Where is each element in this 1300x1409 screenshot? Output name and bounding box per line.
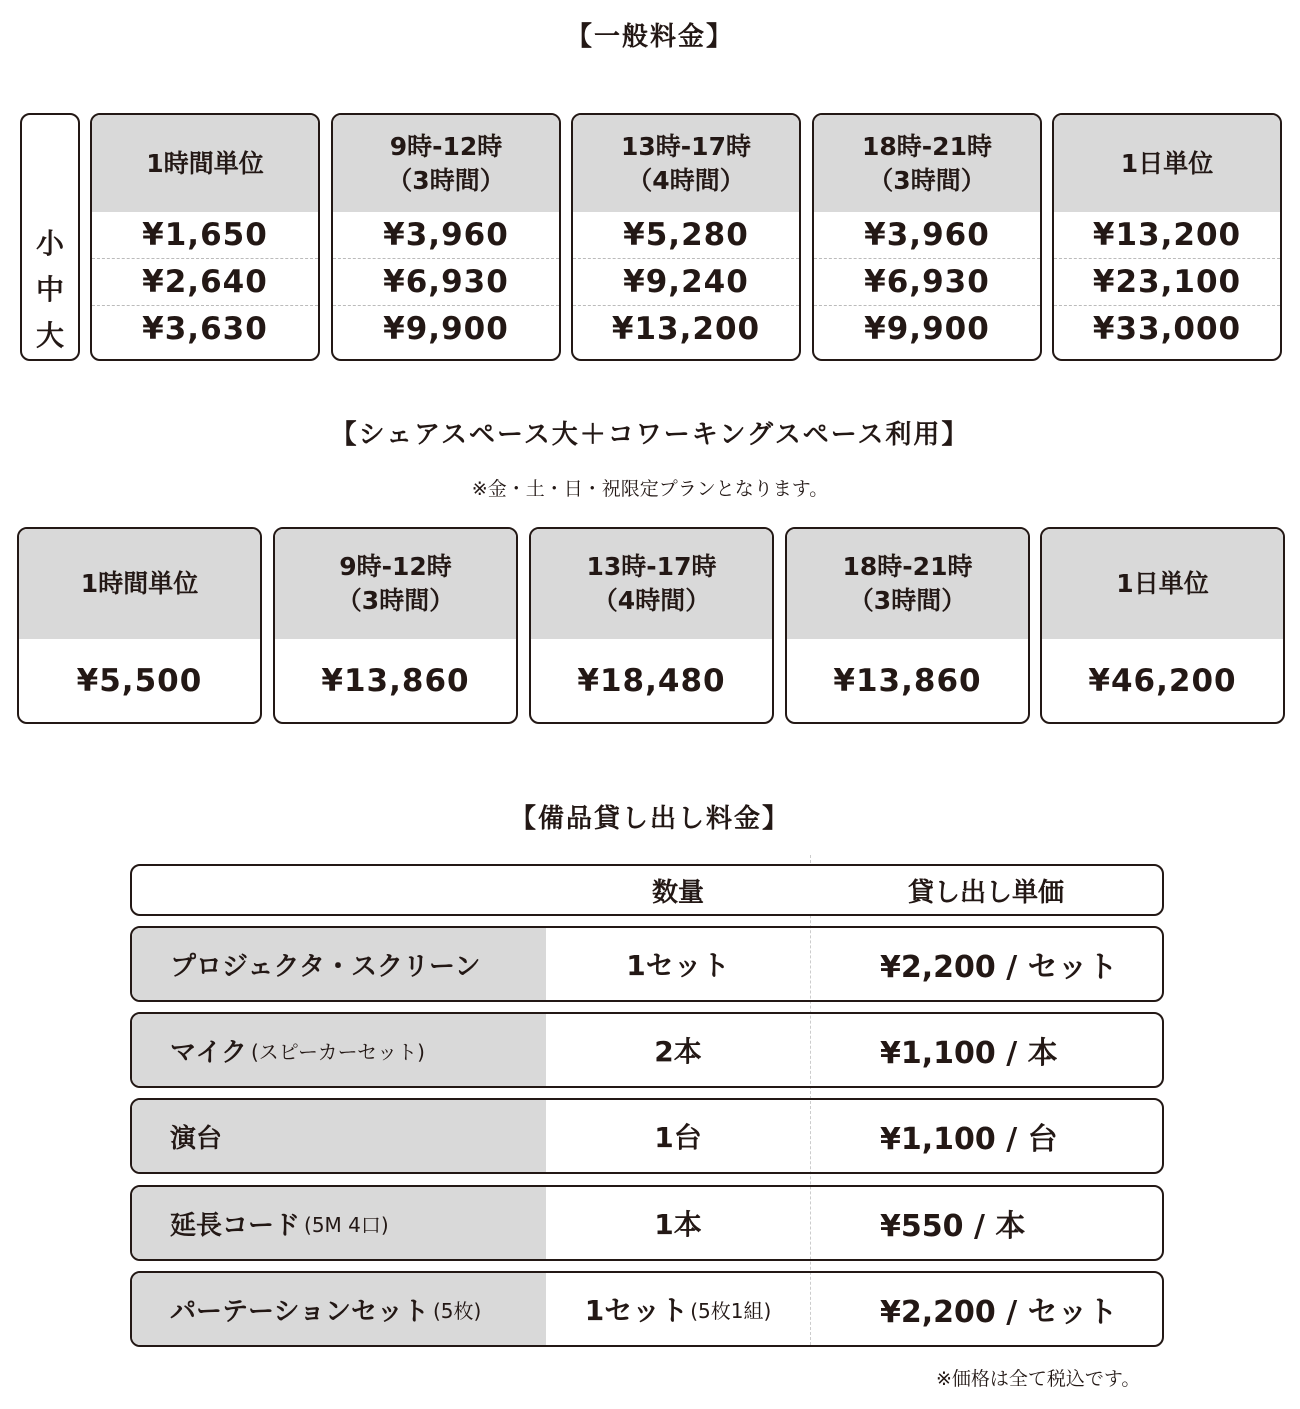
general-column bbox=[571, 113, 801, 361]
item-price: ¥1,100 / 台 bbox=[880, 1122, 1058, 1157]
column-header-line2: （3時間） bbox=[387, 165, 505, 195]
share-column bbox=[17, 527, 262, 724]
share-column bbox=[785, 527, 1030, 724]
price-cell: ¥6,930 bbox=[333, 258, 559, 305]
item-price: ¥1,100 / 本 bbox=[880, 1036, 1058, 1071]
item-qty-text: 1セット bbox=[626, 949, 730, 982]
item-price: ¥2,200 / セット bbox=[880, 950, 1118, 985]
item-name-sub: (スピーカーセット) bbox=[250, 1039, 425, 1064]
column-header bbox=[573, 115, 799, 212]
price-cell: ¥5,500 bbox=[76, 662, 203, 699]
equipment-row bbox=[130, 1098, 1164, 1174]
column-header-line1: 18時-21時 bbox=[842, 552, 973, 581]
equipment-header-row bbox=[130, 864, 1164, 916]
item-qty bbox=[546, 1273, 810, 1345]
share-column bbox=[529, 527, 774, 724]
column-header bbox=[1042, 529, 1283, 639]
column-header-line1: 9時-12時 bbox=[339, 552, 452, 581]
column-header-line1: 1日単位 bbox=[1120, 148, 1214, 178]
equipment-title: 【備品貸し出し料金】 bbox=[509, 804, 790, 834]
item-name-sub: (5M 4口) bbox=[304, 1212, 389, 1237]
item-name-text: 延長コード bbox=[170, 1210, 301, 1241]
column-header bbox=[92, 115, 318, 212]
column-header-line2: （3時間） bbox=[848, 586, 967, 615]
price-cell: ¥2,640 bbox=[92, 258, 318, 305]
column-header bbox=[275, 529, 516, 639]
equipment-row bbox=[130, 1185, 1164, 1261]
column-header-line1: 1時間単位 bbox=[80, 569, 199, 598]
item-qty bbox=[546, 1014, 810, 1086]
header-qty: 数量 bbox=[651, 877, 704, 908]
price-cell: ¥33,000 bbox=[1054, 305, 1280, 352]
price-cell: ¥9,240 bbox=[573, 258, 799, 305]
item-name-text: パーテーションセット bbox=[170, 1296, 429, 1327]
column-header-line2: （4時間） bbox=[627, 165, 745, 195]
column-header bbox=[531, 529, 772, 639]
size-small: 小 bbox=[35, 227, 64, 260]
column-header bbox=[1054, 115, 1280, 212]
price-cell: ¥46,200 bbox=[1088, 662, 1237, 699]
price-cell: ¥3,960 bbox=[864, 217, 990, 253]
item-name bbox=[132, 1273, 546, 1345]
item-name bbox=[132, 1187, 546, 1259]
column-header-line2: （3時間） bbox=[336, 586, 455, 615]
column-header-line1: 1時間単位 bbox=[146, 148, 264, 178]
item-name bbox=[132, 1014, 546, 1086]
column-header bbox=[19, 529, 260, 639]
share-note: ※金・土・日・祝限定プランとなります。 bbox=[471, 478, 829, 500]
price-cell: ¥9,900 bbox=[814, 305, 1040, 352]
item-qty-text: 1セット bbox=[584, 1294, 689, 1327]
column-header-line1: 13時-17時 bbox=[586, 552, 717, 581]
price-cell: ¥13,200 bbox=[1092, 217, 1242, 253]
column-header bbox=[333, 115, 559, 212]
price-cell: ¥23,100 bbox=[1054, 258, 1280, 305]
item-qty bbox=[546, 1187, 810, 1259]
item-name-sub: (5枚) bbox=[432, 1298, 482, 1323]
item-qty-text: 1本 bbox=[654, 1208, 702, 1241]
column-header-line1: 18時-21時 bbox=[862, 131, 992, 161]
item-name-text: プロジェクタ・スクリーン bbox=[170, 951, 481, 982]
general-column bbox=[1052, 113, 1282, 361]
header-price: 貸し出し単価 bbox=[907, 877, 1064, 908]
price-cell: ¥3,630 bbox=[92, 305, 318, 352]
item-price: ¥550 / 本 bbox=[880, 1209, 1026, 1244]
item-qty bbox=[546, 1100, 810, 1172]
equipment-row bbox=[130, 926, 1164, 1002]
price-cell: ¥9,900 bbox=[333, 305, 559, 352]
general-column bbox=[812, 113, 1042, 361]
price-cell: ¥13,860 bbox=[833, 662, 982, 699]
price-cell: ¥5,280 bbox=[623, 217, 749, 253]
general-column bbox=[331, 113, 561, 361]
item-name-text: 演台 bbox=[170, 1123, 223, 1154]
tax-footnote: ※価格は全て税込です。 bbox=[936, 1368, 1141, 1390]
equipment-row bbox=[130, 1271, 1164, 1347]
header-empty bbox=[132, 866, 546, 914]
general-title: 【一般料金】 bbox=[565, 22, 734, 52]
equipment-row bbox=[130, 1012, 1164, 1088]
column-header-line1: 9時-12時 bbox=[389, 131, 503, 161]
item-name bbox=[132, 928, 546, 1000]
price-cell: ¥18,480 bbox=[577, 662, 726, 699]
share-column bbox=[1040, 527, 1285, 724]
share-title: 【シェアスペース大＋コワーキングスペース利用】 bbox=[330, 420, 970, 450]
item-qty bbox=[546, 928, 810, 1000]
price-cell: ¥6,930 bbox=[814, 258, 1040, 305]
share-column bbox=[273, 527, 518, 724]
item-qty-text: 2本 bbox=[654, 1035, 702, 1068]
item-price: ¥2,200 / セット bbox=[880, 1295, 1118, 1330]
column-header-line1: 13時-17時 bbox=[621, 131, 751, 161]
item-name bbox=[132, 1100, 546, 1172]
general-column bbox=[90, 113, 320, 361]
price-cell: ¥13,860 bbox=[321, 662, 470, 699]
column-header bbox=[814, 115, 1040, 212]
column-header-line2: （4時間） bbox=[592, 586, 711, 615]
size-medium: 中 bbox=[35, 273, 64, 306]
item-name-text: マイク bbox=[170, 1037, 247, 1068]
column-header-line2: （3時間） bbox=[868, 165, 986, 195]
size-label-box bbox=[20, 113, 80, 361]
price-cell: ¥1,650 bbox=[142, 217, 268, 253]
price-cell: ¥3,960 bbox=[383, 217, 509, 253]
item-qty-text: 1台 bbox=[654, 1121, 702, 1154]
price-cell: ¥13,200 bbox=[573, 305, 799, 352]
item-qty-sub: (5枚1組) bbox=[690, 1298, 772, 1323]
column-header-line1: 1日単位 bbox=[1116, 569, 1209, 598]
column-header bbox=[787, 529, 1028, 639]
size-large: 大 bbox=[35, 319, 64, 352]
